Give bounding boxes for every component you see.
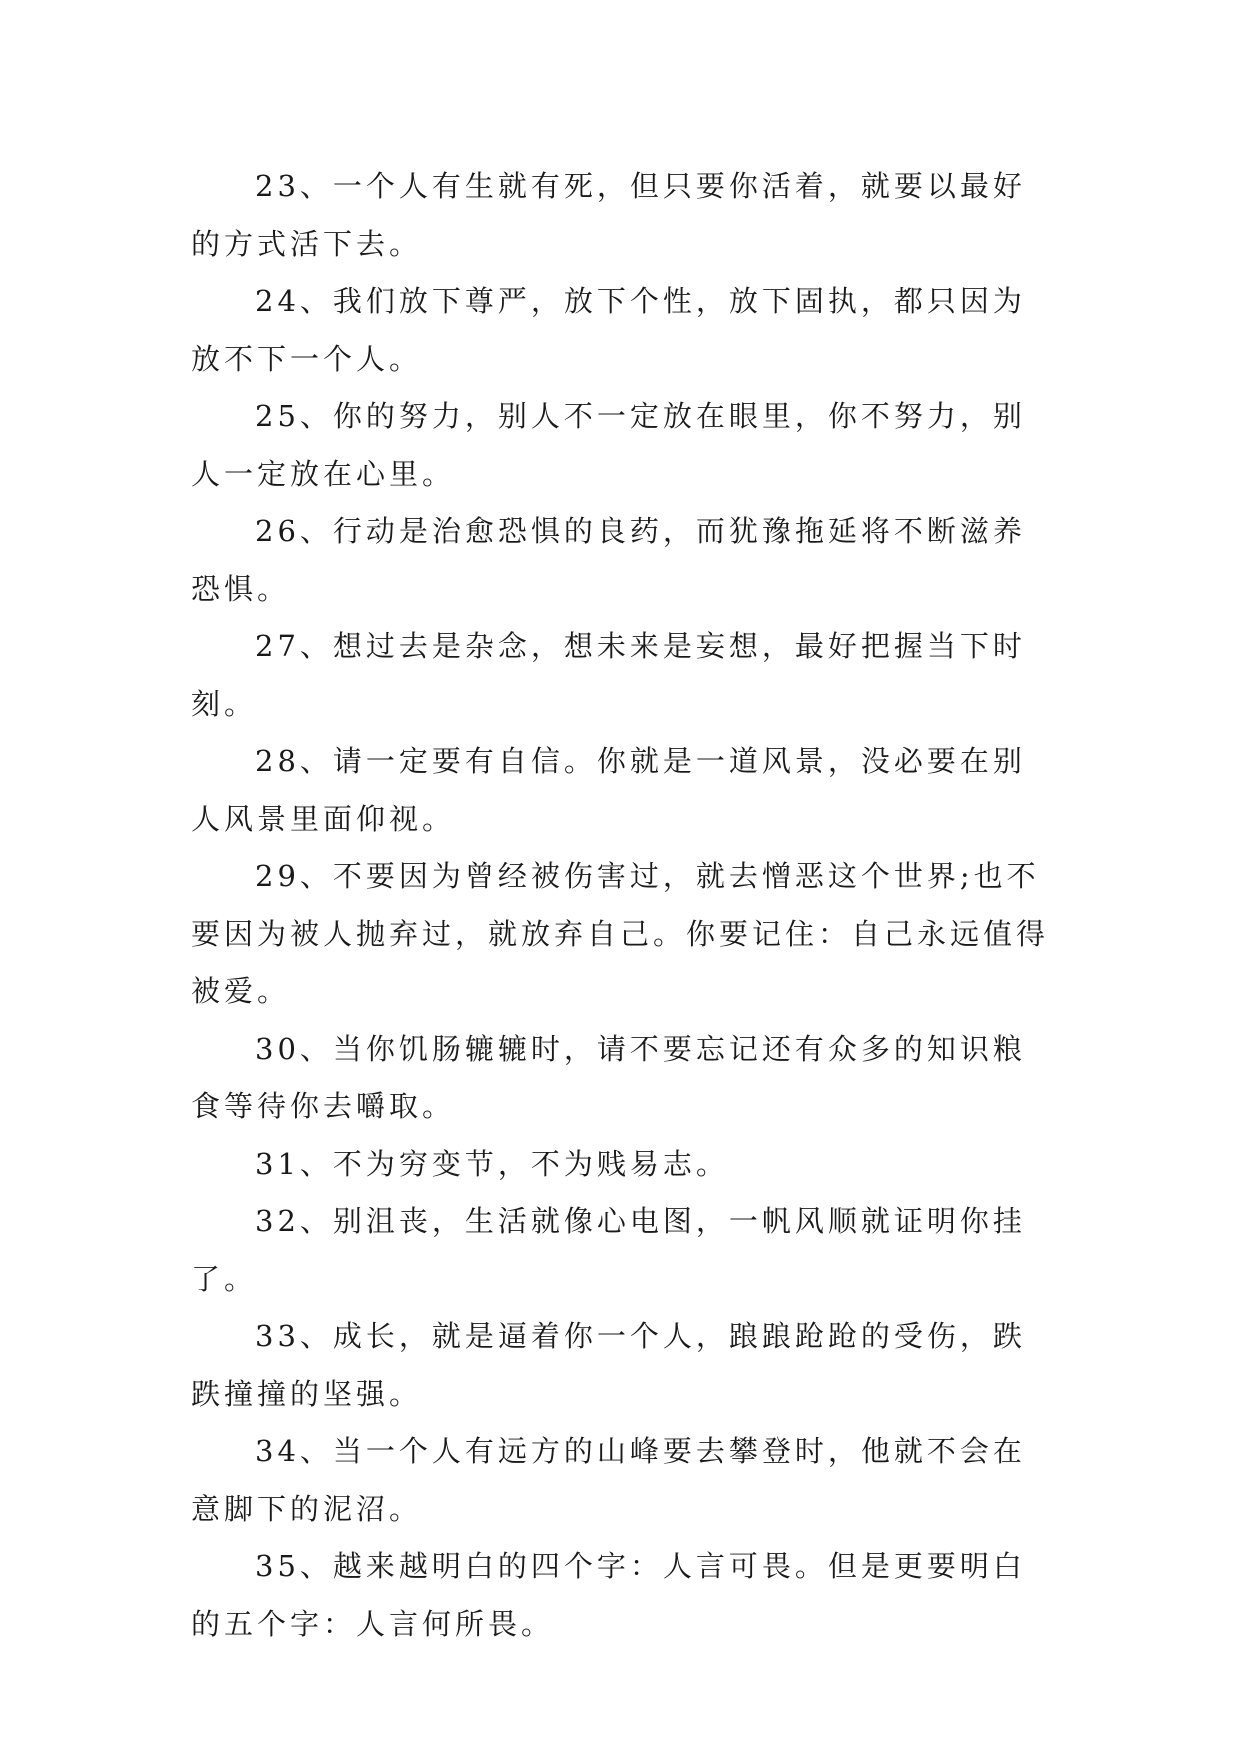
quote-paragraph: 28、请一定要有自信。你就是一道风景，没必要在别人风景里面仰视。	[191, 744, 1026, 836]
quote-paragraph: 25、你的努力，别人不一定放在眼里，你不努力，别人一定放在心里。	[191, 399, 1026, 491]
quote-paragraph: 23、一个人有生就有死，但只要你活着，就要以最好的方式活下去。	[191, 169, 1026, 261]
quote-paragraph: 35、越来越明白的四个字：人言可畏。但是更要明白的五个字：人言何所畏。	[191, 1549, 1026, 1641]
quote-paragraph: 33、成长，就是逼着你一个人，踉踉跄跄的受伤，跌跌撞撞的坚强。	[191, 1319, 1026, 1411]
quote-paragraph: 32、别沮丧，生活就像心电图，一帆风顺就证明你挂了。	[191, 1204, 1026, 1296]
quote-paragraph: 29、不要因为曾经被伤害过，就去憎恶这个世界;也不要因为被人抛弃过，就放弃自己。你要记住：自己永远值得被爱。	[191, 859, 1050, 1008]
quote-paragraph: 24、我们放下尊严，放下个性，放下固执，都只因为放不下一个人。	[191, 284, 1026, 376]
quote-paragraph: 31、不为穷变节，不为贱易志。	[255, 1146, 729, 1181]
quote-paragraph: 27、想过去是杂念，想未来是妄想，最好把握当下时刻。	[191, 629, 1026, 721]
document-body	[191, 158, 1051, 1653]
quote-paragraph: 34、当一个人有远方的山峰要去攀登时，他就不会在意脚下的泥沼。	[191, 1434, 1026, 1526]
quote-paragraph: 30、当你饥肠辘辘时，请不要忘记还有众多的知识粮食等待你去嚼取。	[191, 1031, 1026, 1123]
quote-paragraph: 26、行动是治愈恐惧的良药，而犹豫拖延将不断滋养恐惧。	[191, 514, 1026, 606]
